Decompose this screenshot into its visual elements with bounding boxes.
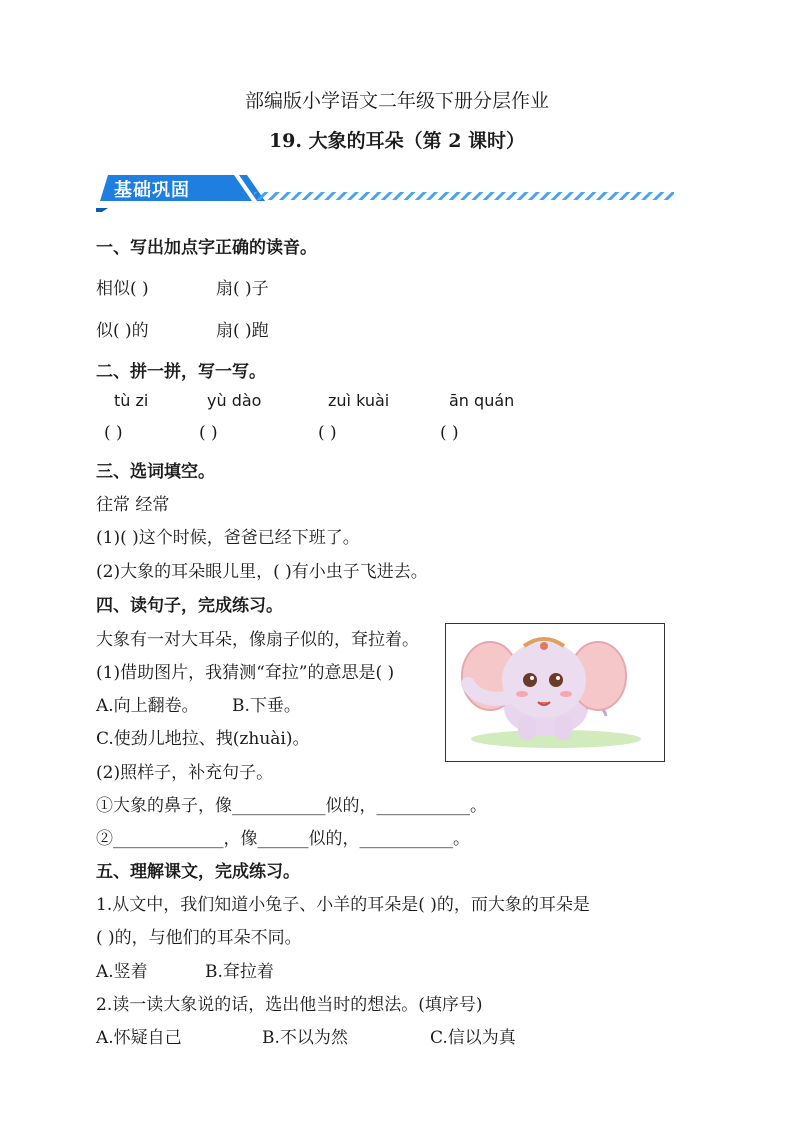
q3-item-2: (2)大象的耳朵眼儿里，( )有小虫子飞进去。 bbox=[96, 562, 428, 582]
q5-item-2: 2.读一读大象说的话，选出他当时的想法。(填序号) bbox=[96, 995, 483, 1015]
answer-blank-3[interactable]: ( ) bbox=[318, 423, 337, 443]
pinyin-3: zuì kuài bbox=[328, 391, 390, 410]
q5-option-1a: A.竖着 bbox=[96, 962, 148, 982]
q1-row2-right: 扇( )跑 bbox=[216, 321, 269, 341]
answer-blank-1[interactable]: ( ) bbox=[104, 423, 123, 443]
pinyin-4: ān quán bbox=[449, 391, 515, 410]
answer-blank-4[interactable]: ( ) bbox=[440, 423, 459, 443]
q4-heading: 四、读句子，完成练习。 bbox=[96, 596, 283, 616]
document-subtitle: 部编版小学语文二年级下册分层作业 bbox=[244, 90, 549, 112]
q4-sentence: 大象有一对大耳朵，像扇子似的，耷拉着。 bbox=[96, 630, 419, 650]
q1-row1-right: 扇( )子 bbox=[216, 279, 269, 299]
q5-option-2c: C.信以为真 bbox=[430, 1028, 516, 1048]
answer-blank-2[interactable]: ( ) bbox=[199, 423, 218, 443]
q2-heading: 二、拼一拼，写一写。 bbox=[96, 362, 266, 382]
q5-item-1-line-1: 1.从文中，我们知道小兔子、小羊的耳朵是( )的，而大象的耳朵是 bbox=[96, 895, 590, 915]
q4-example-1: ①大象的鼻子，像___________似的，___________。 bbox=[96, 796, 487, 816]
q5-heading: 五、理解课文，完成练习。 bbox=[96, 862, 300, 882]
q1-row1-left: 相似( ) bbox=[96, 279, 149, 299]
q4-sub-2: (2)照样子，补充句子。 bbox=[96, 763, 274, 783]
q4-option-c: C.使劲儿地拉、拽(zhuài)。 bbox=[96, 729, 310, 749]
elephant-illustration-icon bbox=[446, 624, 664, 761]
q3-heading: 三、选词填空。 bbox=[96, 462, 215, 482]
q3-item-1: (1)( )这个时候，爸爸已经下班了。 bbox=[96, 528, 360, 548]
q4-option-a: A.向上翻卷。 bbox=[96, 696, 199, 716]
q5-item-1-line-2: ( )的，与他们的耳朵不同。 bbox=[96, 928, 302, 948]
q4-sub-1: (1)借助图片，我猜测“耷拉”的意思是( ) bbox=[96, 663, 395, 683]
q1-row2-left: 似( )的 bbox=[96, 321, 149, 341]
pinyin-2: yù dào bbox=[207, 391, 262, 410]
document-title: 19. 大象的耳朵（第 2 课时） bbox=[268, 130, 526, 152]
q5-option-2b: B.不以为然 bbox=[262, 1028, 348, 1048]
q5-option-1b: B.耷拉着 bbox=[205, 962, 274, 982]
pinyin-1: tù zi bbox=[114, 391, 149, 410]
elephant-figure bbox=[445, 623, 665, 762]
q4-example-2: ②_____________，像______似的，___________。 bbox=[96, 829, 470, 849]
q5-option-2a: A.怀疑自己 bbox=[96, 1028, 182, 1048]
q4-option-b: B.下垂。 bbox=[232, 696, 301, 716]
section-banner-label: 基础巩固 bbox=[114, 180, 190, 201]
q3-word-options: 往常 经常 bbox=[96, 495, 170, 515]
q1-heading: 一、写出加点字正确的读音。 bbox=[96, 238, 317, 258]
